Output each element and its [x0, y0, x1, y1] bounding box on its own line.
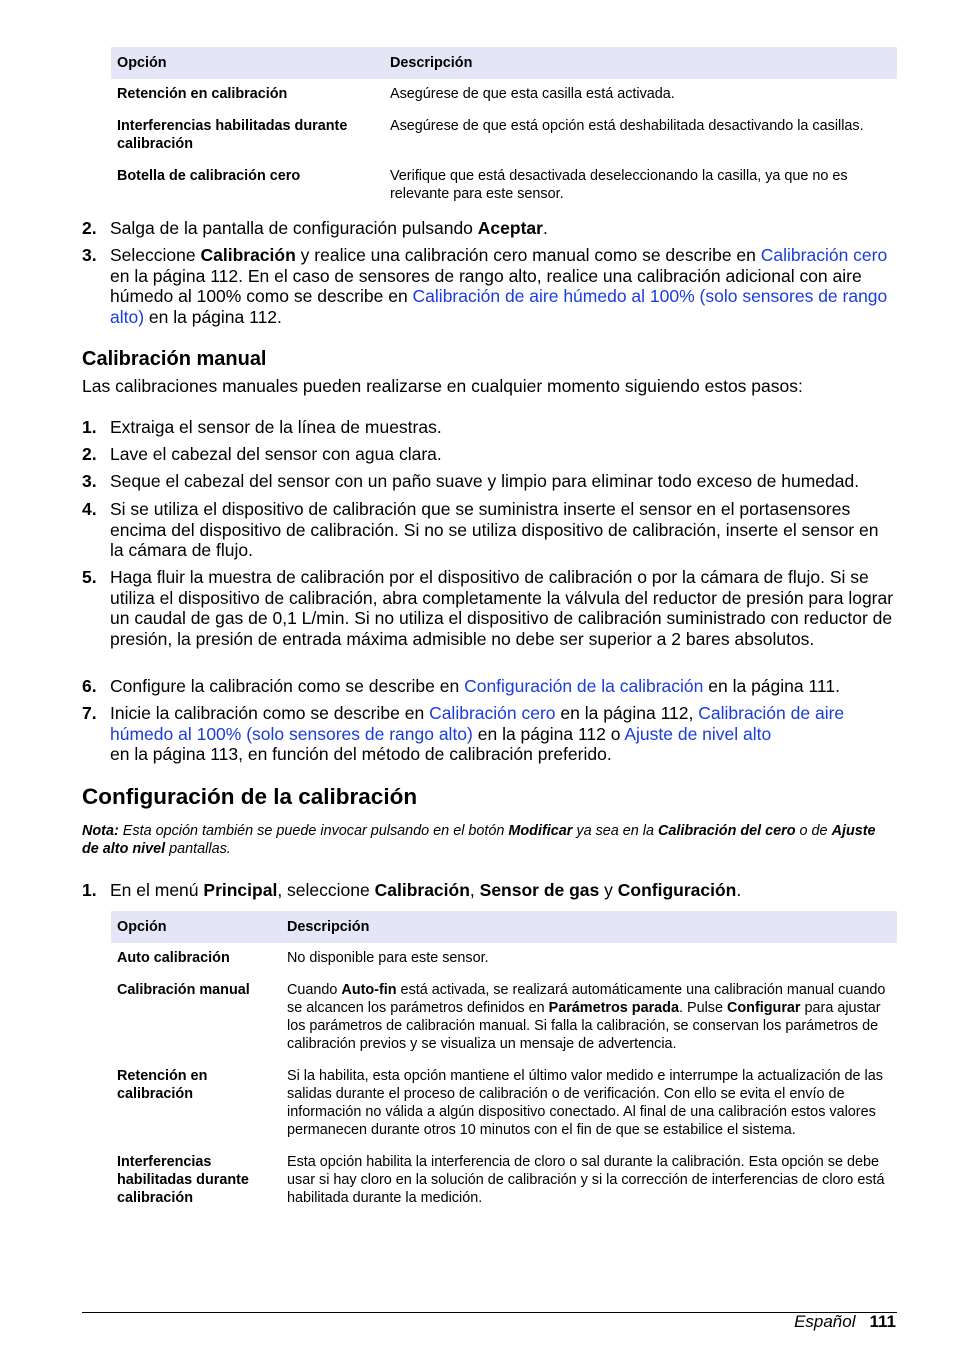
step-text: .: [736, 880, 742, 900]
step-text: Haga fluir la muestra de calibración por el dispositivo de calibración o por la cámara de flujo. Si se utiliza el dispositivo de calibración, abra completamente la válvula del reductor de presión para lograr un caudal de gas de 0,1 L/min. Si no utiliza el dispositivo de calibración suministrado con reductor de presión, la presión de entrada máxima admisible no debe ser superior a 2 bares absolutos.: [110, 567, 894, 649]
table-row: [111, 79, 897, 111]
link-calibracion-cero[interactable]: Calibración cero: [429, 703, 556, 723]
step-number: 3.: [82, 245, 97, 265]
step-5: [82, 567, 894, 649]
description-cell: Si la habilita, esta opción mantiene el último valor medido e interrumpe la actualización de las salidas durante el proceso de calibración o de verificación. Con ello se evita el envío de información no válida a algún dispositivo conectado. Al final de una calibración estos valores permanecen durante otros 10 minutos con el fin de que se estabilice el sistema.: [287, 1068, 883, 1138]
step-3: [82, 471, 894, 492]
step-text: Salga de la pantalla de configuración pulsando: [110, 218, 478, 238]
section-heading-manual: Calibración manual: [82, 348, 267, 370]
step-exit-config: [82, 218, 894, 239]
step-text: Inicie la calibración como se describe en: [110, 703, 430, 723]
option-cell: Retención en calibración: [117, 86, 288, 102]
step-bold: Sensor de gas: [479, 880, 600, 900]
table-header-description: Descripción: [390, 47, 897, 79]
note: [82, 822, 894, 858]
step-text: Extraiga el sensor de la línea de muestras.: [110, 417, 442, 437]
cell-text: Cuando: [287, 982, 342, 998]
description-cell: Asegúrese de que esta casilla está activada.: [390, 86, 675, 102]
footer-rule: [82, 1312, 897, 1313]
step-text: Configure la calibración como se describe en: [110, 676, 465, 696]
link-calibracion-cero[interactable]: Calibración cero: [760, 245, 888, 265]
step-text: En el menú: [110, 880, 204, 900]
step-text: Lave el cabezal del sensor con agua clara.: [110, 444, 442, 464]
section-heading-config: Configuración de la calibración: [82, 784, 418, 809]
note-bold: Ajuste de alto nivel: [82, 823, 876, 857]
table-header-description: Descripción: [287, 911, 897, 943]
step-bold: Calibración: [374, 880, 470, 900]
page-footer: [794, 1312, 896, 1332]
note-text: pantallas.: [165, 841, 231, 857]
link-ajuste-nivel-alto[interactable]: Ajuste de nivel alto: [624, 723, 772, 744]
step-text: Si se utiliza el dispositivo de calibración que se suministra inserte el sensor en el portasensores encima del dispositivo de calibración. Si no se utiliza dispositivo de calibración, inserte el sensor en la cámara de flujo.: [110, 499, 879, 561]
step-text: .: [542, 218, 548, 238]
step-text: en la página 112 o: [472, 723, 625, 744]
option-cell: Auto calibración: [117, 950, 230, 966]
note-text: ya sea en la: [572, 823, 658, 839]
link-calibracion-aire-humedo[interactable]: Calibración de aire húmedo al 100% (solo sensores de rango alto): [110, 703, 845, 744]
step-text: en la página 112. En el caso de sensores de rango alto, realice una calibración adicional con aire húmedo al 100% como se describe en: [110, 265, 862, 307]
option-cell: Interferencias habilitadas durante calibración: [117, 118, 348, 152]
step-text: en la página 112.: [144, 306, 282, 327]
options-table-1: [111, 47, 897, 211]
table-row: [111, 1061, 897, 1147]
note-text: Esta opción también se puede invocar pulsando en el botón: [118, 823, 509, 839]
step-number: 2.: [82, 444, 97, 464]
table-row: [111, 161, 897, 211]
description-cell: Asegúrese de que está opción está deshabilitada desactivando la casillas.: [390, 118, 864, 134]
description-cell: [287, 975, 897, 1061]
step-number: 4.: [82, 499, 97, 519]
table-row: [111, 111, 897, 161]
step-2: [82, 444, 894, 465]
link-configuracion-calibracion[interactable]: Configuración de la calibración: [464, 676, 704, 696]
step-bold: Configuración: [617, 880, 737, 900]
step-number: 1.: [82, 417, 97, 437]
table-row: [111, 1147, 897, 1215]
note-bold: Calibración del cero: [657, 823, 796, 839]
step-4: [82, 499, 894, 561]
step-text: en la página 111.: [703, 676, 840, 696]
options-table-2: [111, 911, 897, 1215]
step-text: y: [599, 880, 618, 900]
page-number: 111: [869, 1312, 896, 1331]
step-6: [82, 676, 894, 697]
step-text: Seleccione: [110, 245, 201, 265]
step-text: en la página 113, en función del método de calibración preferido.: [110, 744, 612, 765]
step-text: ,: [469, 880, 480, 900]
section-intro: Las calibraciones manuales pueden realizarse en cualquier momento siguiendo estos pasos:: [82, 376, 803, 396]
step-number: 7.: [82, 703, 97, 723]
step-bold: Principal: [203, 880, 278, 900]
step-number: 3.: [82, 471, 97, 491]
table-row: [111, 975, 897, 1061]
table-header-option: Opción: [111, 911, 287, 943]
step-zero-calibration: [82, 245, 894, 327]
note-text: o de: [795, 823, 832, 839]
step-text: Seque el cabezal del sensor con un paño suave y limpio para eliminar todo exceso de humedad.: [110, 471, 860, 491]
footer-language: Español: [794, 1312, 856, 1331]
step-config-menu: [82, 880, 894, 901]
step-bold: Aceptar: [477, 218, 543, 238]
note-bold: Modificar: [508, 823, 573, 839]
table-row: [111, 943, 897, 975]
cell-bold: Auto-fin: [341, 982, 397, 998]
cell-text: está activada, se realizará automáticamente una calibración manual cuando se alcancen los parámetros definidos en: [287, 982, 886, 1016]
table-header-option: Opción: [111, 47, 390, 79]
option-cell: Botella de calibración cero: [117, 168, 301, 184]
step-number: 2.: [82, 218, 97, 238]
cell-text: para ajustar los parámetros de calibración manual. Si falla la calibración, se conservan los parámetros de calibración previos y se visualiza un mensaje de advertencia.: [287, 1000, 881, 1052]
option-cell: Calibración manual: [117, 982, 250, 998]
option-cell: Interferencias habilitadas durante calibración: [117, 1154, 249, 1206]
cell-bold: Parámetros parada: [548, 1000, 679, 1016]
cell-text: . Pulse: [678, 1000, 727, 1016]
cell-bold: Configurar: [726, 1000, 801, 1016]
step-text: y realice una calibración cero manual como se describe en: [295, 245, 761, 265]
option-cell: Retención en calibración: [117, 1068, 208, 1102]
step-text: en la página 112,: [555, 703, 699, 723]
description-cell: Esta opción habilita la interferencia de cloro o sal durante la calibración. Esta opción se debe usar si hay cloro en la solución de calibración y si la corrección de interferencias de cloro está habilitada durante la medición.: [287, 1154, 885, 1206]
step-number: 5.: [82, 567, 97, 587]
step-7: [82, 703, 894, 765]
note-label: Nota:: [82, 823, 119, 839]
step-number: 1.: [82, 880, 97, 900]
description-cell: No disponible para este sensor.: [287, 950, 489, 966]
step-1: [82, 417, 894, 438]
description-cell: Verifique que está desactivada deseleccionando la casilla, ya que no es relevante para este sensor.: [390, 168, 848, 202]
step-text: , seleccione: [277, 880, 375, 900]
link-calibracion-aire-humedo[interactable]: Calibración de aire húmedo al 100% (solo sensores de rango alto): [110, 286, 888, 327]
step-bold: Calibración: [200, 245, 296, 265]
step-number: 6.: [82, 676, 97, 696]
